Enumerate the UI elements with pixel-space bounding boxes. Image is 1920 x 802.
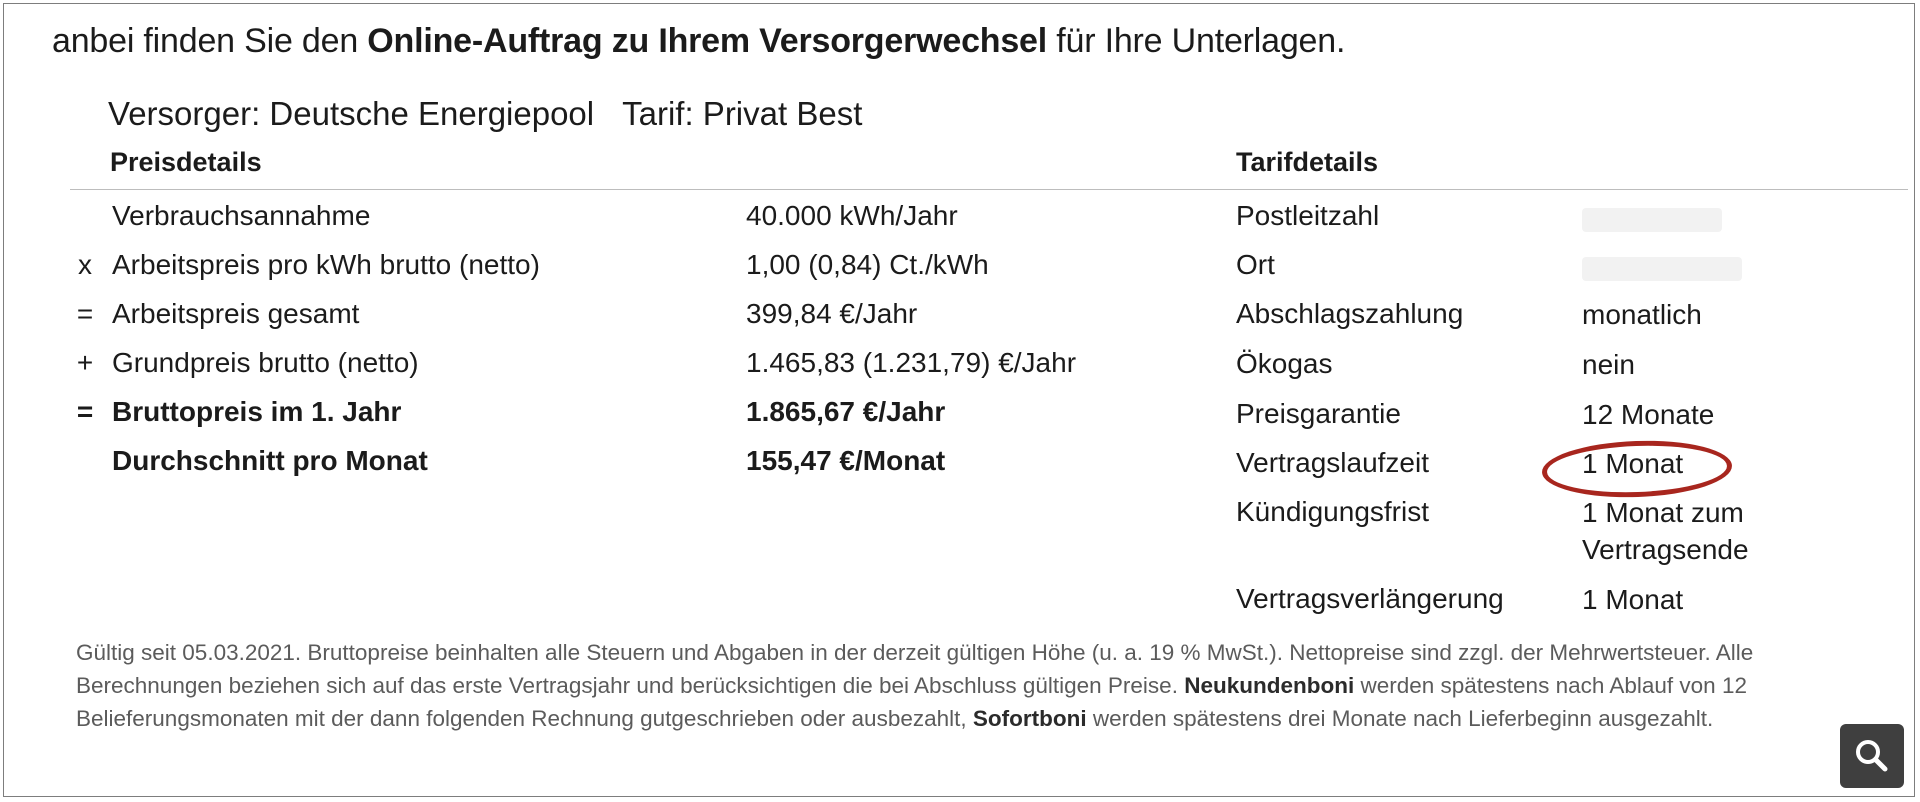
tariff-key-vertragslaufzeit: Vertragslaufzeit — [1236, 447, 1429, 478]
price-value: 155,47 €/Monat — [746, 445, 946, 476]
footnote: Gültig seit 05.03.2021. Bruttopreise beinhalten alle Steuern und Abgaben in der derzeit gültigen Höhe (u. a. 19 % MwSt.). Nettopreise sind zzgl. der Mehrwertsteuer. Alle Berechnungen beziehen sich auf das erste Vertragsjahr und berücksichtigen die bei Abschluss gültigen Preise. Neukundenboni werden spätestens nach Ablauf von 12 Belieferungsmonaten mit der dann folgenden Rechnung gutgeschrieben oder ausbezahlt, Sofortboni werden spätestens drei Monate nach Lieferbeginn ausgezahlt. — [76, 640, 1754, 731]
tariff-key-abschlagszahlung: Abschlagszahlung — [1236, 298, 1464, 329]
price-label: Verbrauchsannahme — [112, 200, 371, 231]
tariff-key-oekogas: Ökogas — [1236, 348, 1333, 379]
tariff-key-preisgarantie: Preisgarantie — [1236, 398, 1401, 429]
price-value: 1.865,67 €/Jahr — [746, 396, 946, 427]
price-row-average — [0, 445, 1100, 485]
search-icon — [1852, 736, 1892, 776]
tariff-value-vertragslaufzeit: 1 Monat — [1582, 448, 1684, 479]
tariff-value-vertragsverlaengerung: 1 Monat — [1582, 584, 1684, 615]
price-label: Arbeitspreis pro kWh brutto (netto) — [112, 249, 540, 280]
price-row-total: = Bruttopreis im 1. Jahr 1.865,67 €/Jahr — [76, 396, 946, 427]
price-value: 1.465,83 (1.231,79) €/Jahr — [746, 347, 1077, 378]
price-row: x Arbeitspreis pro kWh brutto (netto) 1,00 (0,84) Ct./kWh — [78, 249, 989, 280]
price-value: 1,00 (0,84) Ct./kWh — [746, 249, 989, 280]
intro-text: anbei finden Sie den Online-Auftrag zu Ihrem Versorgerwechsel für Ihre Unterlagen. — [52, 22, 1346, 60]
tariff-value-preisgarantie: 12 Monate — [1582, 399, 1715, 430]
price-value: 399,84 €/Jahr — [746, 298, 918, 329]
tariff-value-abschlagszahlung: monatlich — [1582, 299, 1702, 330]
supplier-name: Versorger: Deutsche Energiepool — [108, 95, 595, 132]
price-value: 40.000 kWh/Jahr — [746, 200, 958, 231]
tarifdetails-title: Tarifdetails — [1236, 147, 1379, 177]
price-label: Bruttopreis im 1. Jahr — [112, 396, 402, 427]
tariff-value-oekogas: nein — [1582, 349, 1635, 380]
tariff-key-ort: Ort — [1236, 249, 1275, 280]
tariff-key-kuendigungsfrist: Kündigungsfrist — [1236, 496, 1430, 527]
price-row — [0, 200, 1100, 240]
tariff-value-kuendigungsfrist: 1 Monat zum Vertragsende — [1582, 497, 1749, 565]
price-label: Arbeitspreis gesamt — [112, 298, 360, 329]
tariff-key-postleitzahl: Postleitzahl — [1236, 200, 1380, 231]
search-button[interactable] — [1840, 724, 1904, 788]
supplier-line — [108, 95, 862, 133]
price-label: Durchschnitt pro Monat — [112, 445, 428, 476]
section-divider — [70, 189, 1908, 190]
tariff-key-vertragsverlaengerung: Vertragsverlängerung — [1236, 583, 1504, 614]
price-label: Grundpreis brutto (netto) — [112, 347, 419, 378]
price-row: + Grundpreis brutto (netto) 1.465,83 (1.231,79) €/Jahr — [76, 347, 1077, 378]
redacted-value — [1582, 257, 1742, 281]
preisdetails-title: Preisdetails — [110, 147, 262, 177]
price-row: = Arbeitspreis gesamt 399,84 €/Jahr — [76, 298, 918, 329]
tariff-name: Tarif: Privat Best — [622, 95, 863, 132]
redacted-value — [1582, 208, 1722, 232]
intro-bold: Online-Auftrag zu Ihrem Versorgerwechsel — [367, 22, 1048, 60]
